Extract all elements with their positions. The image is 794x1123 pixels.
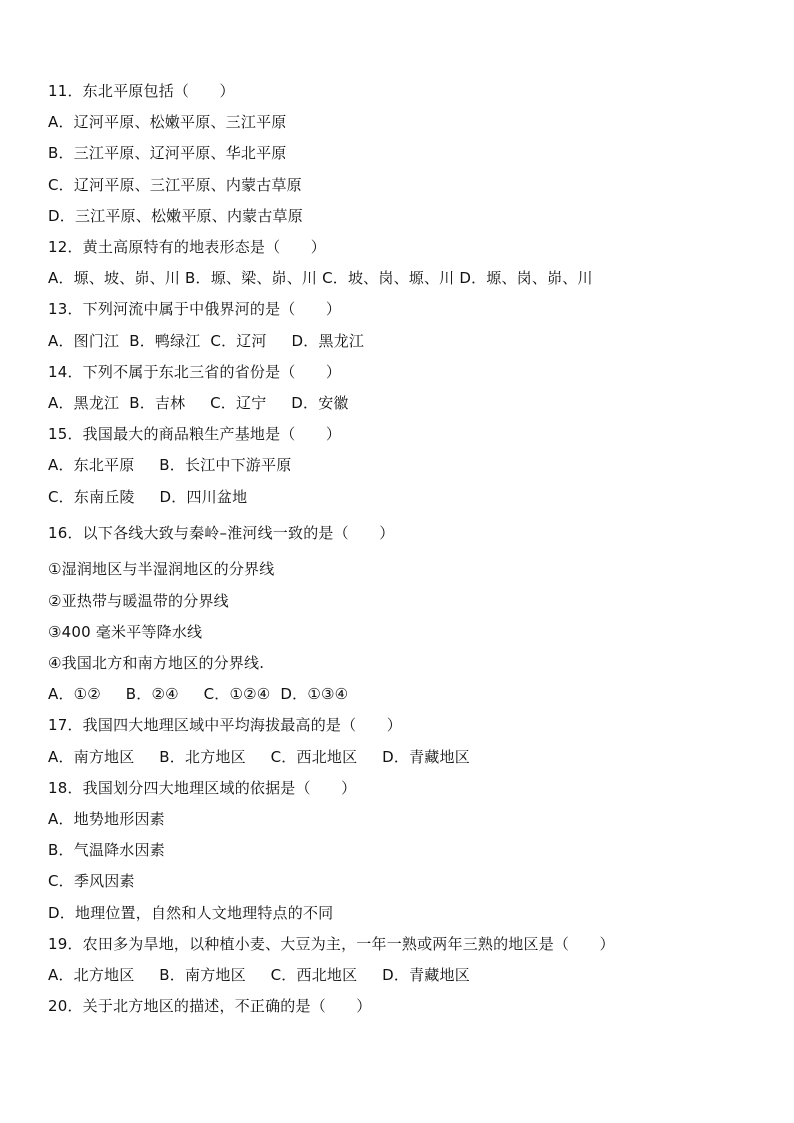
question-14-stem: 14．下列不属于东北三省的省份是（ ） bbox=[48, 363, 342, 381]
question-12-options: A．塬、坡、峁、川 B．塬、梁、峁、川 C．坡、岗、塬、川 D．塬、岗、峁、川 bbox=[48, 269, 593, 287]
question-18-option-a: A．地势地形因素 bbox=[48, 810, 165, 828]
question-16-statement-4: ④我国北方和南方地区的分界线. bbox=[48, 654, 265, 672]
question-11-option-c: C．辽河平原、三江平原、内蒙古草原 bbox=[48, 176, 302, 194]
question-18-stem: 18．我国划分四大地理区域的依据是（ ） bbox=[48, 779, 357, 797]
question-11-stem: 11．东北平原包括（ ） bbox=[48, 82, 235, 100]
question-13-stem: 13．下列河流中属于中俄界河的是（ ） bbox=[48, 300, 342, 318]
question-18-option-b: B．气温降水因素 bbox=[48, 841, 165, 859]
question-20-stem: 20．关于北方地区的描述，不正确的是（ ） bbox=[48, 997, 372, 1015]
question-15-options-ab: A．东北平原 B．长江中下游平原 bbox=[48, 456, 292, 474]
question-18-option-c: C．季风因素 bbox=[48, 872, 135, 890]
question-17-options: A．南方地区 B．北方地区 C．西北地区 D．青藏地区 bbox=[48, 748, 470, 766]
question-13-options: A．图门江 B．鸭绿江 C．辽河 D．黑龙江 bbox=[48, 332, 365, 350]
question-11-option-b: B．三江平原、辽河平原、华北平原 bbox=[48, 144, 287, 162]
question-15-options-cd: C．东南丘陵 D．四川盆地 bbox=[48, 488, 248, 506]
question-19-stem: 19．农田多为旱地，以种植小麦、大豆为主，一年一熟或两年三熟的地区是（ ） bbox=[48, 935, 615, 953]
question-15-stem: 15．我国最大的商品粮生产基地是（ ） bbox=[48, 425, 342, 443]
question-17-stem: 17．我国四大地理区域中平均海拔最高的是（ ） bbox=[48, 716, 402, 734]
question-16-options: A．①② B．②④ C．①②④ D．①③④ bbox=[48, 685, 349, 703]
question-19-options: A．北方地区 B．南方地区 C．西北地区 D．青藏地区 bbox=[48, 966, 470, 984]
question-11-option-d: D．三江平原、松嫩平原、内蒙古草原 bbox=[48, 207, 303, 225]
question-14-options: A．黑龙江 B．吉林 C．辽宁 D．安徽 bbox=[48, 394, 349, 412]
question-16-stem: 16．以下各线大致与秦岭–淮河线一致的是（ ） bbox=[48, 524, 395, 542]
question-16-statement-3: ③400 毫米平等降水线 bbox=[48, 623, 203, 641]
question-18-option-d: D．地理位置，自然和人文地理特点的不同 bbox=[48, 904, 334, 922]
question-11-option-a: A．辽河平原、松嫩平原、三江平原 bbox=[48, 113, 287, 131]
question-16-statement-1: ①湿润地区与半湿润地区的分界线 bbox=[48, 560, 275, 578]
question-12-stem: 12．黄土高原特有的地表形态是（ ） bbox=[48, 238, 326, 256]
question-16-statement-2: ②亚热带与暖温带的分界线 bbox=[48, 592, 229, 610]
